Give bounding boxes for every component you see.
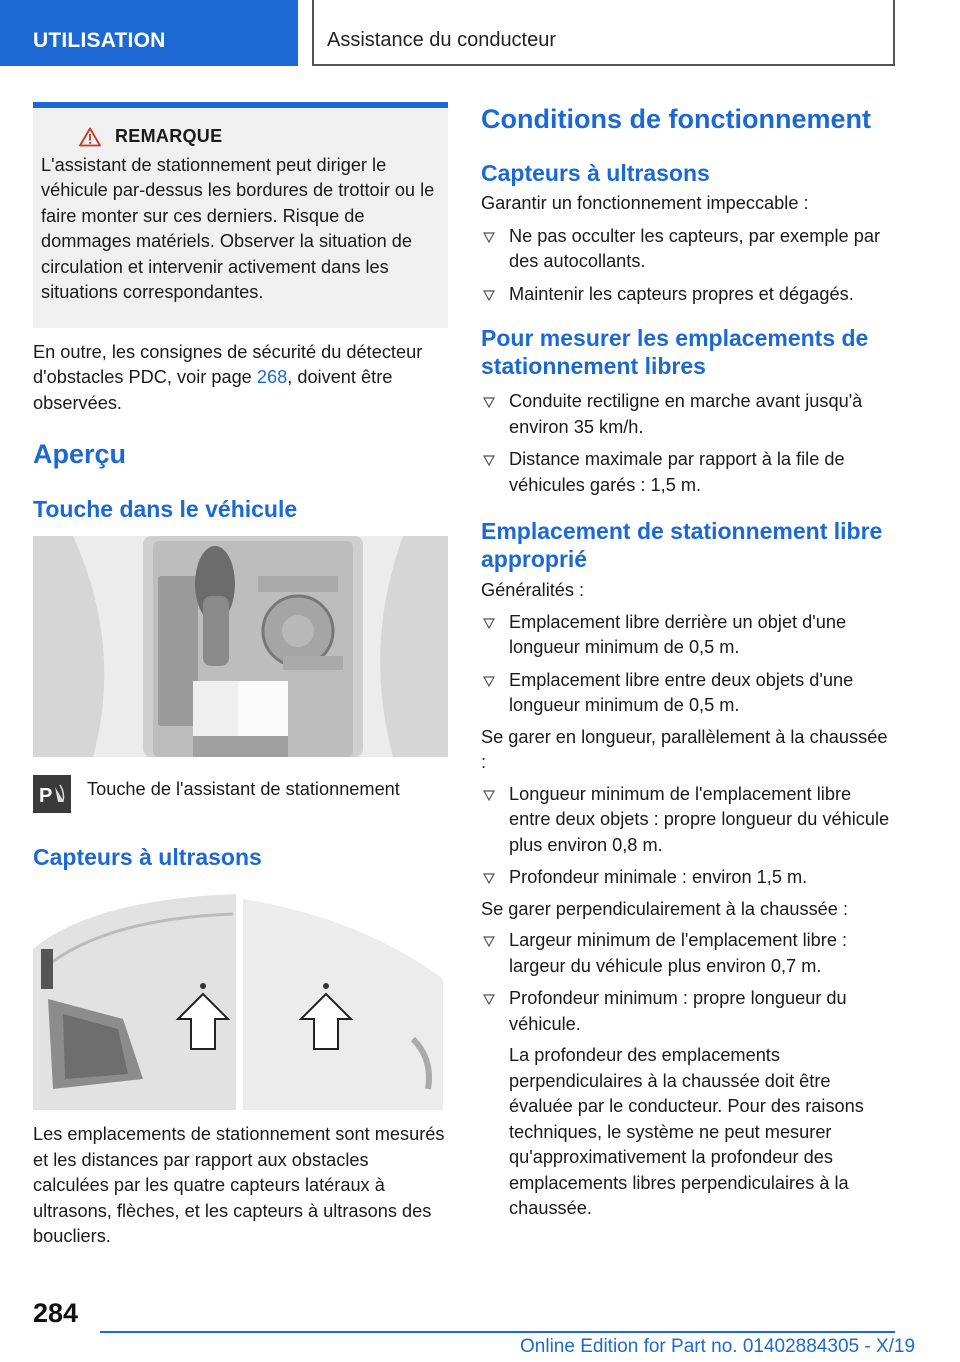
list-item-extra: La profondeur des emplacements perpendiculaires à la chaussée doit être évaluée par le conducteur. Pour des raisons techniques, le système ne peut mesurer qu'approximativement la profondeur des emplacements libres perpendiculaires à la chaussée. [509,1045,864,1218]
warning-note [33,102,448,328]
bullet-triangle-icon [483,617,495,629]
svg-text:P: P [39,785,53,807]
list-item: Ne pas occulter les capteurs, par exemple par des autocollants. [481,224,896,275]
list-item: Longueur minimum de l'emplacement libre entre deux objets : propre longueur du véhicule plus environ 0,8 m. [481,782,896,859]
left-column [33,102,448,1250]
pdc-reference-paragraph [33,340,448,417]
button-caption-row [33,775,448,813]
list-perpendiculaire [481,928,896,1222]
heading-capteurs-left: Capteurs à ultrasons [33,844,262,870]
intro-longueur: Se garer en longueur, parallèlement à la chaussée : [481,726,888,772]
paragraph-text: , doivent être observées. [33,367,393,413]
paragraph-text: En outre, les consignes de sécurité du détecteur d'obstacles PDC, voir page [33,341,423,387]
warning-triangle-icon [79,127,101,147]
list-item: Emplacement libre derrière un objet d'une longueur minimum de 0,5 m. [481,610,896,661]
heading-touche: Touche dans le véhicule [33,496,298,522]
list-generalites [481,610,896,719]
list-item: Conduite rectiligne en marche avant jusqu'à environ 35 km/h. [481,389,896,440]
heading-emplacement: Emplacement de stationnement libre approprié [481,518,883,572]
list-item: Largeur minimum de l'emplacement libre : largeur du véhicule plus environ 0,7 m. [481,928,896,979]
heading-conditions: Conditions de fonctionnement [481,104,871,134]
bullet-triangle-icon [483,675,495,687]
button-caption: Touche de l'assistant de stationnement [87,779,400,799]
note-body: L'assistant de stationnement peut diriger le véhicule par-dessus les bordures de trottoir ou le faire monter sur ces derniers. Risque de dommages matériels. Observer la situation de circulation et intervenir activement dans les situations correspondantes. [41,154,435,302]
note-header [79,124,436,150]
bullet-triangle-icon [483,935,495,947]
console-photo [33,536,448,757]
sensors-paragraph: Les emplacements de stationnement sont mesurés et les distances par rapport aux obstacles calculées par les quatre capteurs latéraux à ultrasons, flèches, et les capteurs à ultrasons des boucliers. [33,1124,445,1246]
list-item: Profondeur minimum : propre longueur du véhicule. La profondeur des emplacements perpendiculaires à la chaussée doit être évaluée par le conducteur. Pour des raisons techniques, le système ne peut mesurer qu'approximativement la profondeur des emplacements libres perpendiculaires à la chaussée. [481,986,896,1222]
page-number: 284 [33,1298,79,1328]
list-item: Emplacement libre entre deux objets d'une longueur minimum de 0,5 m. [481,668,896,719]
bullet-triangle-icon [483,289,495,301]
bumper-photo [33,889,448,1110]
intro-perpendiculaire: Se garer perpendiculairement à la chaussée : [481,898,849,919]
list-capteurs [481,224,896,308]
bullet-triangle-icon [483,231,495,243]
heading-capteurs-right: Capteurs à ultrasons [481,160,710,186]
bullet-triangle-icon [483,454,495,466]
section-tab: UTILISATION [0,0,298,66]
intro-fonctionnement: Garantir un fonctionnement impeccable : [481,193,809,213]
heading-apercu: Aperçu [33,439,127,469]
heading-mesurer: Pour mesurer les emplacements de stationnement libres [481,325,869,379]
chapter-title: Assistance du conducteur [312,0,895,66]
list-item: Maintenir les capteurs propres et dégagés. [481,282,896,308]
console-illustration [33,536,448,757]
list-longueur [481,782,896,891]
bullet-triangle-icon [483,993,495,1005]
intro-generalites: Généralités : [481,580,585,600]
bumper-illustration [33,889,448,1110]
bullet-triangle-icon [483,872,495,884]
page-link[interactable]: 268 [256,367,288,387]
list-mesurer [481,389,896,498]
note-title: REMARQUE [115,126,223,146]
page-header [0,0,960,66]
edition-label: Online Edition for Part no. 01402884305 - X/19 [520,1336,916,1357]
bullet-triangle-icon [483,789,495,801]
list-item: Distance maximale par rapport à la file de véhicules garés : 1,5 m. [481,447,896,498]
list-item: Profondeur minimale : environ 1,5 m. [481,865,896,891]
parking-assistant-icon [33,775,71,813]
right-column [481,102,896,1222]
footer-divider [100,1331,895,1333]
bullet-triangle-icon [483,396,495,408]
